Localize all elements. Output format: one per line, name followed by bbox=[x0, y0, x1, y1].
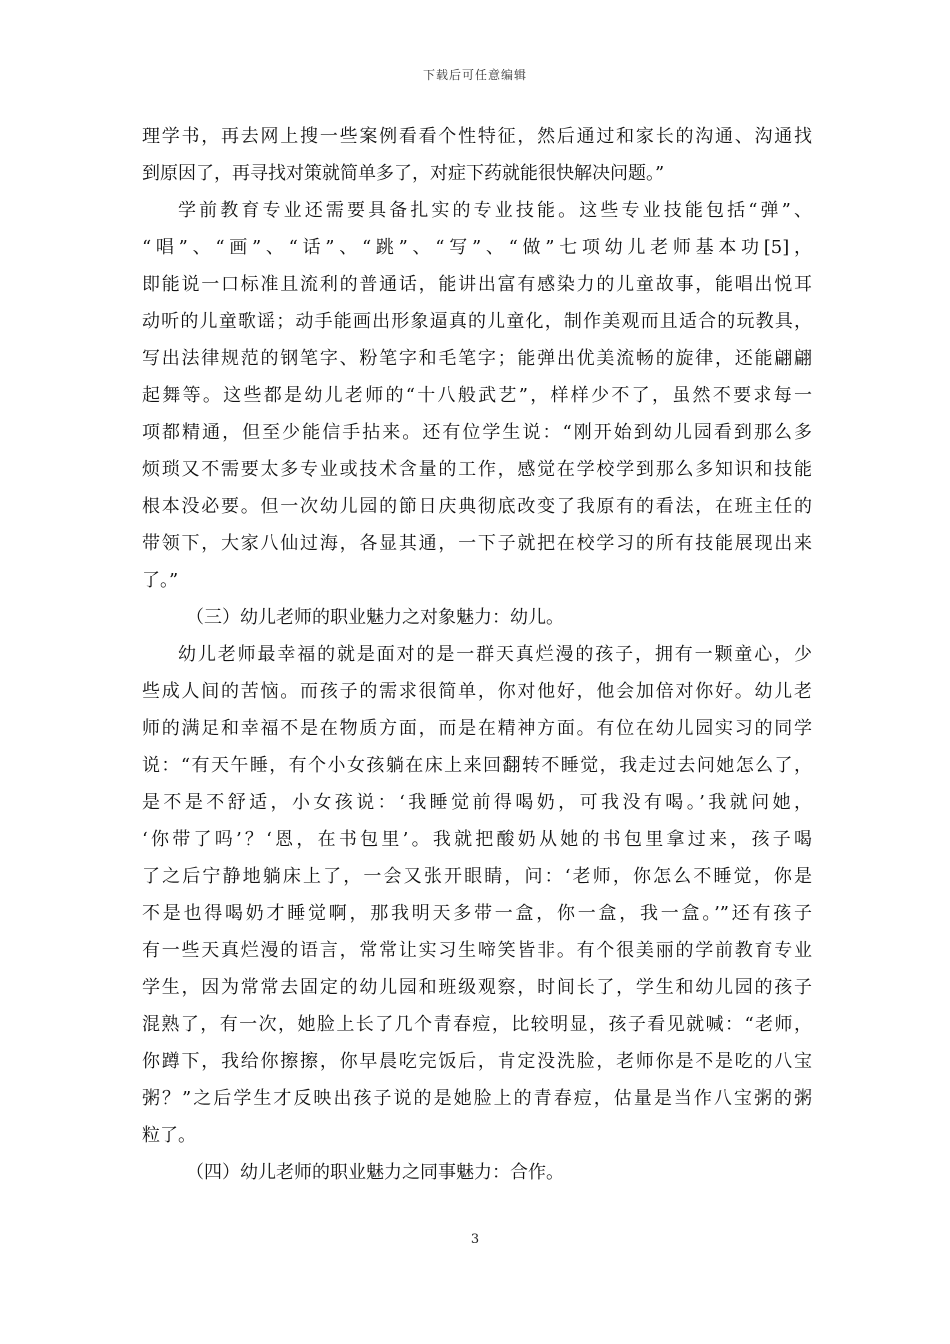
text-line: 烦琐又不需要太多专业或技术含量的工作，感觉在学校学到那么多知识和技能 bbox=[142, 459, 812, 480]
text-line: 了。” bbox=[142, 570, 179, 591]
text-line: 是不是不舒适，小女孩说：‘我睡觉前得喝奶，可我没有喝。’我就问她， bbox=[142, 792, 812, 813]
paragraph-object-charm bbox=[142, 636, 812, 1154]
text-line: 混熟了，有一次，她脸上长了几个青春痘，比较明显，孩子看见就喊：“老师， bbox=[142, 1014, 812, 1035]
text-line: 不是也得喝奶才睡觉啊，那我明天多带一盒，你一盒，我一盒。’”还有孩子 bbox=[142, 903, 812, 924]
text-line: 师的满足和幸福不是在物质方面，而是在精神方面。有位在幼儿园实习的同学 bbox=[142, 718, 812, 739]
text-line: 学生，因为常常去固定的幼儿园和班级观察，时间长了，学生和幼儿园的孩子 bbox=[142, 977, 812, 998]
document-body bbox=[142, 118, 812, 1191]
text-line: 动听的儿童歌谣；动手能画出形象逼真的儿童化，制作美观而且适合的玩教具， bbox=[142, 311, 812, 332]
section-heading-3: （三）幼儿老师的职业魅力之对象魅力：幼儿。 bbox=[186, 607, 564, 628]
text-line: 根本没必要。但一次幼儿园的節日庆典彻底改变了我原有的看法，在班主任的 bbox=[142, 496, 812, 517]
text-line: 粥？”之后学生才反映出孩子说的是她脸上的青春痘，估量是当作八宝粥的粥 bbox=[142, 1088, 812, 1109]
text-line: 学前教育专业还需要具备扎实的专业技能。这些专业技能包括“弹”、 bbox=[178, 200, 812, 221]
text-line: “唱”、“画”、“话”、“跳”、“写”、“做”七项幼儿老师基本功[5]， bbox=[142, 237, 812, 258]
text-line: 写出法律规范的钢笔字、粉笔字和毛笔字；能弹出优美流畅的旋律，还能翩翩 bbox=[142, 348, 812, 369]
page-header: 下载后可任意编辑 bbox=[422, 68, 527, 82]
text-line: 些成人间的苦恼。而孩子的需求很简单，你对他好，他会加倍对你好。幼儿老 bbox=[142, 681, 812, 702]
text-line: 即能说一口标准且流利的普通话，能讲出富有感染力的儿童故事，能唱出悦耳 bbox=[142, 274, 812, 295]
page-number: 3 bbox=[470, 1232, 480, 1247]
text-line: 有一些天真烂漫的语言，常常让实习生啼笑皆非。有个很美丽的学前教育专业 bbox=[142, 940, 812, 961]
text-line: ‘你带了吗’？‘恩，在书包里’。我就把酸奶从她的书包里拿过来，孩子喝 bbox=[142, 829, 812, 850]
text-line: 粒了。 bbox=[142, 1125, 196, 1146]
paragraph-continuation bbox=[142, 118, 812, 192]
text-line: 说：“有天午睡，有个小女孩躺在床上来回翻转不睡觉，我走过去问她怎么了， bbox=[142, 755, 812, 776]
paragraph-professional-skills bbox=[142, 192, 812, 599]
text-line: 理学书，再去网上搜一些案例看看个性特征，然后通过和家长的沟通、沟通找 bbox=[142, 126, 812, 147]
text-line: 项都精通，但至少能信手拈来。还有位学生说：“刚开始到幼儿园看到那么多 bbox=[142, 422, 812, 443]
text-line: 到原因了，再寻找对策就简单多了，对症下药就能很快解决问题。” bbox=[142, 163, 665, 184]
text-line: 带领下，大家八仙过海，各显其通，一下子就把在校学习的所有技能展现出来 bbox=[142, 533, 812, 554]
text-line: 你蹲下，我给你擦擦，你早晨吃完饭后，肯定没洗脸，老师你是不是吃的八宝 bbox=[142, 1051, 812, 1072]
section-heading-4: （四）幼儿老师的职业魅力之同事魅力：合作。 bbox=[186, 1162, 564, 1183]
text-line: 幼儿老师最幸福的就是面对的是一群天真烂漫的孩子，拥有一颗童心，少 bbox=[178, 644, 812, 665]
text-line: 起舞等。这些都是幼儿老师的“十八般武艺”，样样少不了，虽然不要求每一 bbox=[142, 385, 812, 406]
text-line: 了之后宁静地躺床上了，一会又张开眼睛，问：‘老师，你怎么不睡觉，你是 bbox=[142, 866, 812, 887]
